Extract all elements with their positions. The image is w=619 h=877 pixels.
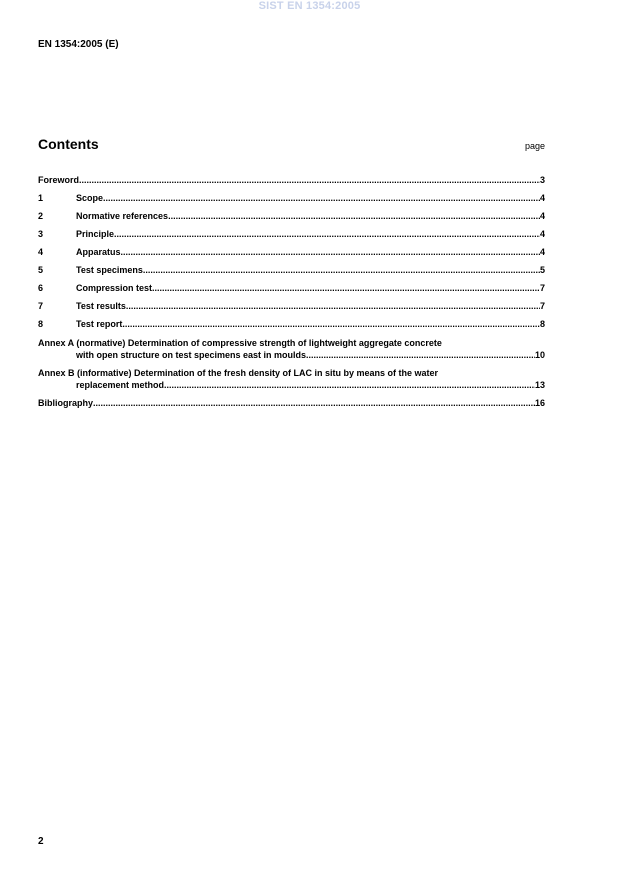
- toc-entry-test-specimens[interactable]: [38, 264, 545, 282]
- toc-leader-dots: [168, 210, 540, 222]
- toc-entry-page: 4: [539, 193, 545, 203]
- toc-leader-dots: [79, 174, 540, 186]
- toc-entry-page: 7: [539, 301, 545, 311]
- toc-entry-number: 1: [38, 193, 44, 203]
- toc-entry-annex-a[interactable]: [38, 337, 545, 361]
- toc-entry-title: Foreword: [38, 175, 80, 185]
- toc-entry-page: 4: [539, 247, 545, 257]
- toc-entry-foreword[interactable]: [38, 174, 545, 192]
- watermark: SIST EN 1354:2005: [258, 0, 361, 12]
- toc-leader-dots: [103, 192, 540, 204]
- toc-annex-title: Annex B (informative) Determination of the fresh density of LAC in situ by means of the water: [38, 368, 439, 378]
- toc-entry-page: 16: [534, 398, 545, 408]
- toc-leader-dots: [164, 379, 535, 391]
- toc-leader-dots: [114, 228, 540, 240]
- page-column-label: page: [524, 141, 545, 151]
- toc-entry-number: 4: [38, 247, 44, 257]
- toc-entry-page: 5: [539, 265, 545, 275]
- toc-entry-title: Bibliography: [38, 398, 94, 408]
- document-id: EN 1354:2005 (E): [38, 39, 119, 50]
- toc-entry-scope[interactable]: [38, 192, 545, 210]
- toc-entry-title: Normative references: [76, 211, 169, 221]
- toc-entry-title: Principle: [76, 229, 115, 239]
- toc-leader-dots: [152, 282, 540, 294]
- toc-entry-title: Compression test: [76, 283, 153, 293]
- toc-entry-number: 2: [38, 211, 44, 221]
- toc-leader-dots: [122, 318, 540, 330]
- toc-entry-test-results[interactable]: [38, 300, 545, 318]
- toc-entry-page: 13: [534, 380, 545, 390]
- toc-entry-number: 5: [38, 265, 44, 275]
- toc-entry-test-report[interactable]: [38, 318, 545, 336]
- toc-leader-dots: [143, 264, 540, 276]
- toc-entry-page: 10: [534, 350, 545, 360]
- toc-entry-normative-references[interactable]: [38, 210, 545, 228]
- toc-annex-title: Annex A (normative) Determination of compressive strength of lightweight aggregate concrete: [38, 338, 442, 348]
- toc-entry-title: Apparatus: [76, 247, 121, 257]
- toc-leader-dots: [306, 349, 535, 361]
- toc-entry-page: 3: [539, 175, 545, 185]
- table-of-contents: [38, 174, 545, 415]
- toc-entry-title: Test specimens: [76, 265, 143, 275]
- toc-entry-title: Test results: [76, 301, 126, 311]
- toc-leader-dots: [126, 300, 540, 312]
- toc-entry-apparatus[interactable]: [38, 246, 545, 264]
- toc-entry-page: 4: [539, 211, 545, 221]
- toc-annex-subtitle: replacement method: [76, 380, 165, 390]
- toc-entry-compression-test[interactable]: [38, 282, 545, 300]
- toc-entry-annex-b[interactable]: [38, 367, 545, 391]
- toc-entry-title: Scope: [76, 193, 104, 203]
- toc-annex-subtitle: with open structure on test specimens east in moulds: [76, 350, 307, 360]
- toc-entry-title: Test report: [76, 319, 123, 329]
- page-number: 2: [38, 836, 44, 847]
- toc-entry-page: 4: [539, 229, 545, 239]
- toc-entry-bibliography[interactable]: [38, 397, 545, 415]
- toc-entry-page: 8: [539, 319, 545, 329]
- toc-leader-dots: [93, 397, 535, 409]
- toc-entry-number: 3: [38, 229, 44, 239]
- toc-entry-number: 8: [38, 319, 44, 329]
- contents-heading: Contents: [38, 136, 99, 152]
- toc-entry-page: 7: [539, 283, 545, 293]
- toc-entry-number: 7: [38, 301, 44, 311]
- toc-entry-number: 6: [38, 283, 44, 293]
- toc-leader-dots: [121, 246, 540, 258]
- toc-entry-principle[interactable]: [38, 228, 545, 246]
